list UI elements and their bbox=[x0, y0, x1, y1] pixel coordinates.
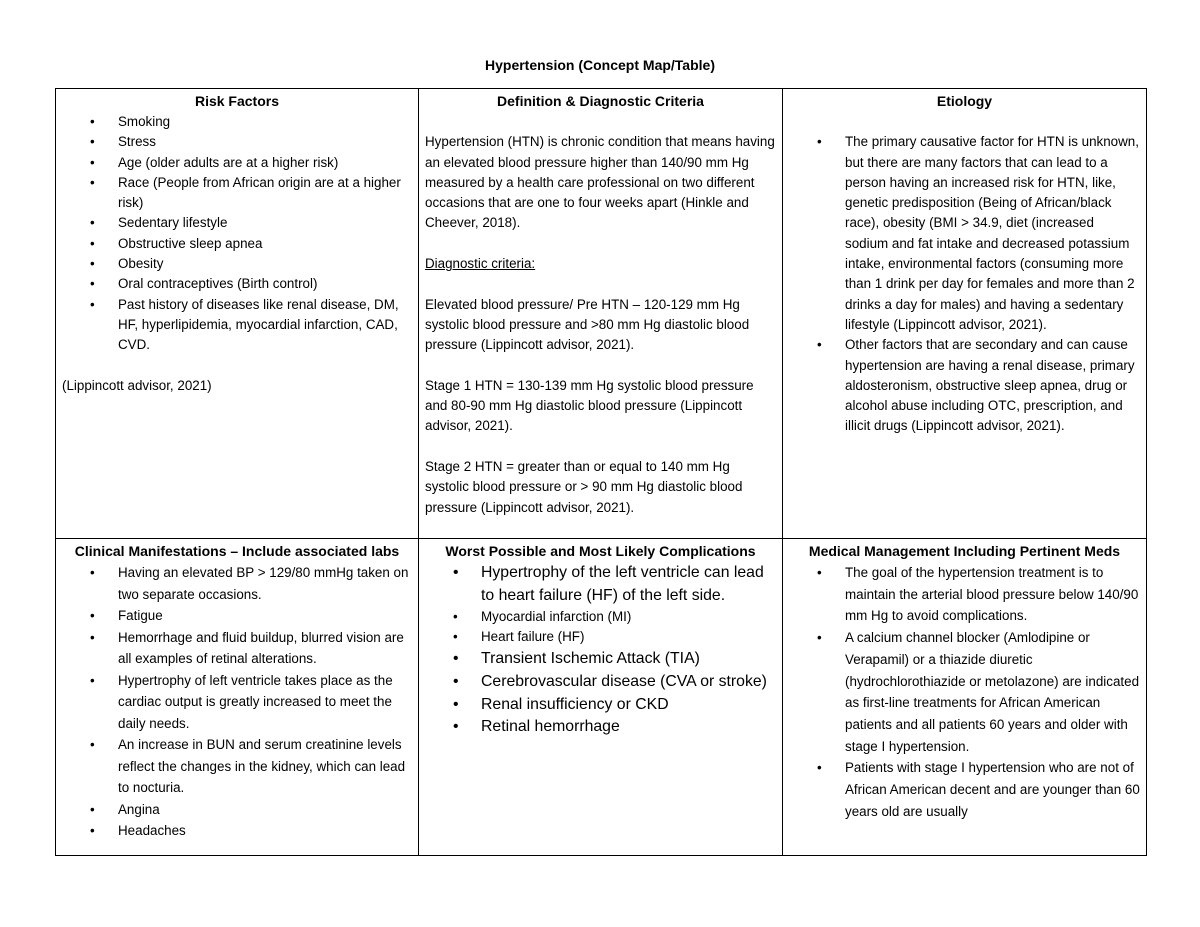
list-item: • The goal of the hypertension treatment is to maintain the arterial blood pressure below 140/90 mm Hg to avoid complications. bbox=[845, 562, 1140, 627]
list-item: • Sedentary lifestyle bbox=[118, 213, 412, 233]
list-item: • Retinal hemorrhage bbox=[481, 716, 776, 739]
criteria-elevated: Elevated blood pressure/ Pre HTN – 120-129 mm Hg systolic blood pressure and >80 mm Hg diastolic blood pressure (Lippincott advisor, 2021). bbox=[425, 296, 750, 353]
list-item: • Fatigue bbox=[118, 605, 412, 627]
list-item: • Oral contraceptives (Birth control) bbox=[118, 274, 412, 294]
list-item: • Renal insufficiency or CKD bbox=[481, 694, 776, 717]
list-item: • Heart failure (HF) bbox=[481, 627, 776, 647]
etiology-list bbox=[789, 132, 1140, 436]
complications-cell bbox=[419, 539, 783, 856]
list-item: • Stress bbox=[118, 132, 412, 152]
list-item: • Age (older adults are at a higher risk) bbox=[118, 153, 412, 173]
manifestations-list bbox=[62, 562, 412, 842]
management-list bbox=[789, 562, 1140, 822]
management-header: Medical Management Including Pertinent Meds bbox=[808, 543, 1121, 559]
table-row bbox=[56, 89, 1147, 539]
list-item: • Obesity bbox=[118, 254, 412, 274]
list-item: • Angina bbox=[118, 799, 412, 821]
list-item: • Headaches bbox=[118, 820, 412, 842]
list-item: • Cerebrovascular disease (CVA or stroke) bbox=[481, 670, 776, 694]
list-item: • A calcium channel blocker (Amlodipine or Verapamil) or a thiazide diuretic (hydrochlorothiazide or metolazone) are indicated as first-line treatments for African American patients and all patients 60 years and older with stage I hypertension. bbox=[845, 627, 1140, 757]
list-item: • Past history of diseases like renal disease, DM, HF, hyperlipidemia, myocardial infarction, CAD, CVD. bbox=[118, 295, 412, 356]
list-item: • The primary causative factor for HTN is unknown, but there are many factors that can lead to a person having an increased risk for HTN, like, genetic predisposition (Being of African/black race), obesity (BMI > 34.9, diet (increased sodium and fat intake and decreased potassium intake, environmental factors (consuming more than 1 drink per day for females and more than 2 drinks a day for males) and having a sedentary lifestyle (Lippincott advisor, 2021). bbox=[845, 132, 1140, 335]
criteria-stage-1: Stage 1 HTN = 130-139 mm Hg systolic blood pressure and 80-90 mm Hg diastolic blood pressure (Lippincott advisor, 2021). bbox=[425, 377, 754, 434]
list-item: • Having an elevated BP > 129/80 mmHg taken on two separate occasions. bbox=[118, 562, 412, 605]
definition-header: Definition & Diagnostic Criteria bbox=[497, 93, 704, 109]
document-title: Hypertension (Concept Map/Table) bbox=[485, 57, 715, 73]
risk-factors-list bbox=[62, 112, 412, 356]
list-item: • Hypertrophy of the left ventricle can lead to heart failure (HF) of the left side. bbox=[481, 562, 776, 607]
list-item: • Transient Ischemic Attack (TIA) bbox=[481, 648, 776, 671]
definition-cell bbox=[419, 89, 783, 539]
criteria-stage-2: Stage 2 HTN = greater than or equal to 140 mm Hg systolic blood pressure or > 90 mm Hg diastolic blood pressure (Lippincott advisor, 2021). bbox=[425, 459, 743, 515]
list-item: • Obstructive sleep apnea bbox=[118, 234, 412, 254]
manifestations-header: Clinical Manifestations – Include associated labs bbox=[74, 543, 400, 559]
complications-header: Worst Possible and Most Likely Complications bbox=[445, 543, 756, 559]
table-row bbox=[56, 539, 1147, 856]
etiology-cell bbox=[783, 89, 1147, 539]
list-item: • Other factors that are secondary and can cause hypertension are having a renal disease, primary aldosteronism, obstructive sleep apnea, drug or alcohol abuse including OTC, prescription, and illicit drugs (Lippincott advisor, 2021). bbox=[845, 335, 1140, 436]
risk-factors-cell bbox=[56, 89, 419, 539]
diagnostic-criteria-label: Diagnostic criteria: bbox=[425, 256, 536, 272]
list-item: • Hypertrophy of left ventricle takes place as the cardiac output is greatly increased to meet the daily needs. bbox=[118, 670, 412, 735]
etiology-header: Etiology bbox=[936, 93, 993, 109]
list-item: • Myocardial infarction (MI) bbox=[481, 607, 776, 627]
list-item: • Hemorrhage and fluid buildup, blurred vision are all examples of retinal alterations. bbox=[118, 627, 412, 670]
management-cell bbox=[783, 539, 1147, 856]
complications-list bbox=[425, 562, 776, 739]
list-item: • Patients with stage I hypertension who are not of African American decent and are younger than 60 years old are usually bbox=[845, 757, 1140, 822]
definition-intro: Hypertension (HTN) is chronic condition that means having an elevated blood pressure higher than 140/90 mm Hg measured by a health care professional on two different occasions that are one to four weeks apart (Hinkle and Cheever, 2018). bbox=[425, 134, 775, 231]
risk-factors-header: Risk Factors bbox=[194, 93, 280, 109]
concept-map-table bbox=[55, 88, 1147, 856]
list-item: • An increase in BUN and serum creatinine levels reflect the changes in the kidney, which can lead to nocturia. bbox=[118, 734, 412, 799]
manifestations-cell bbox=[56, 539, 419, 856]
list-item: • Race (People from African origin are at a higher risk) bbox=[118, 173, 412, 214]
list-item: • Smoking bbox=[118, 112, 412, 132]
risk-factors-citation: (Lippincott advisor, 2021) bbox=[62, 377, 212, 393]
